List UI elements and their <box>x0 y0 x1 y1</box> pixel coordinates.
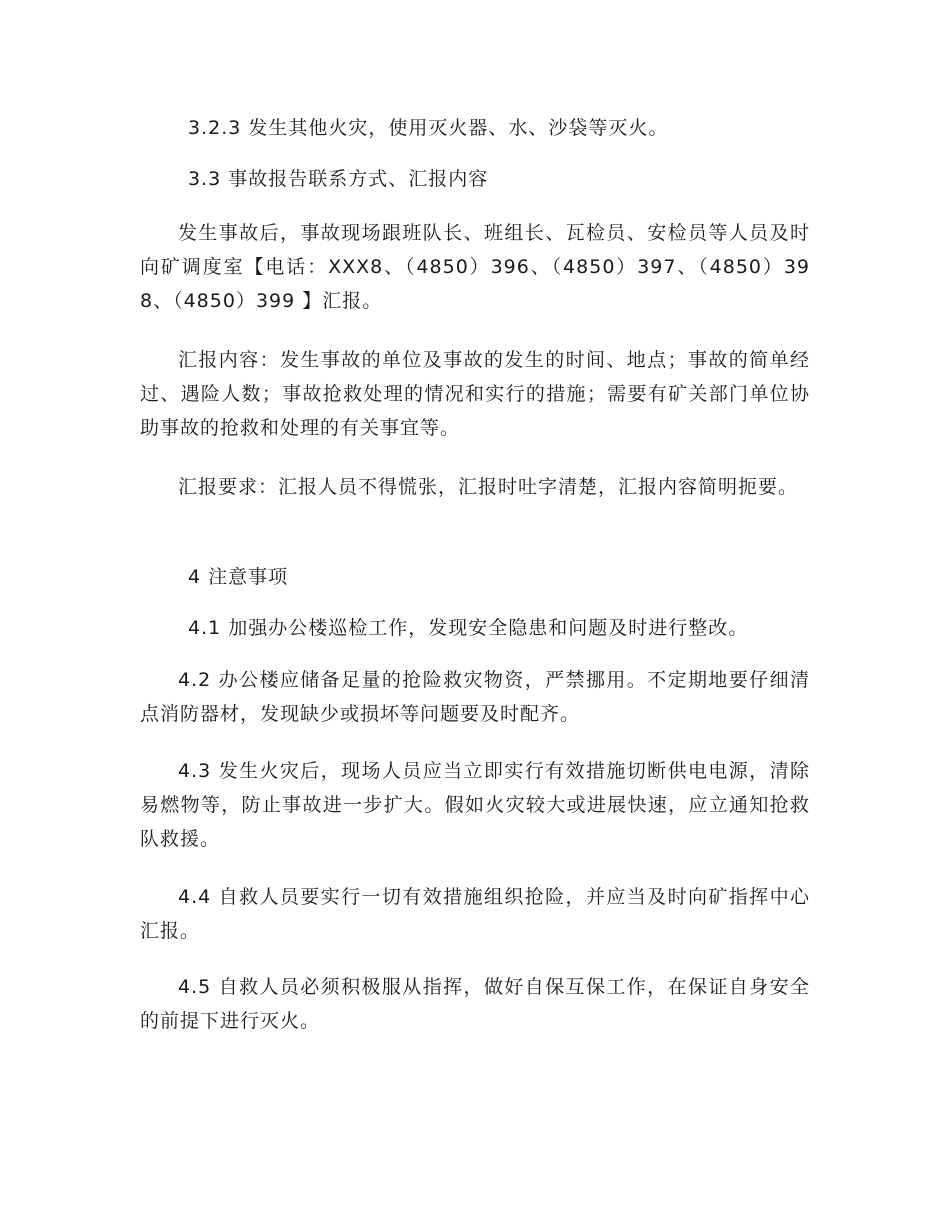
heading-3-3: 3.3 事故报告联系方式、汇报内容 <box>188 168 489 190</box>
paragraph-report-requirements: 汇报要求：汇报人员不得慌张，汇报时吐字清楚，汇报内容简明扼要。 <box>178 476 799 498</box>
paragraph-4-3: 4.3 发生火灾后，现场人员应当立即实行有效措施切断供电电源，清除易燃物等，防止事故进一步扩大。假如火灾较大或进展快速，应立通知抢救队救援。 <box>140 760 810 850</box>
paragraph-4-4: 4.4 自救人员要实行一切有效措施组织抢险，并应当及时向矿指挥中心汇报。 <box>140 886 810 942</box>
paragraph-3-2-3: 3.2.3 发生其他火灾，使用灭火器、水、沙袋等灭火。 <box>188 117 669 139</box>
paragraph-4-5: 4.5 自救人员必须积极服从指挥，做好自保互保工作，在保证自身安全的前提下进行灭火。 <box>140 976 810 1032</box>
paragraph-4-2: 4.2 办公楼应储备足量的抢险救灾物资，严禁挪用。不定期地要仔细清点消防器材，发现缺少或损坏等问题要及时配齐。 <box>140 669 810 725</box>
paragraph-report-contact: 发生事故后，事故现场跟班队长、班组长、瓦检员、安检员等人员及时向矿调度室【电话：XXX8、（4850）396、（4850）397、（4850）398、（4850）399 】汇报。 <box>140 222 810 312</box>
paragraph-report-content: 汇报内容：发生事故的单位及事故的发生的时间、地点；事故的简单经过、遇险人数；事故抢救处理的情况和实行的措施；需要有矿关部门单位协助事故的抢救和处理的有关事宜等。 <box>140 349 810 439</box>
paragraph-4-1: 4.1 加强办公楼巡检工作，发现安全隐患和问题及时进行整改。 <box>188 617 749 639</box>
heading-4: 4 注意事项 <box>188 566 289 588</box>
